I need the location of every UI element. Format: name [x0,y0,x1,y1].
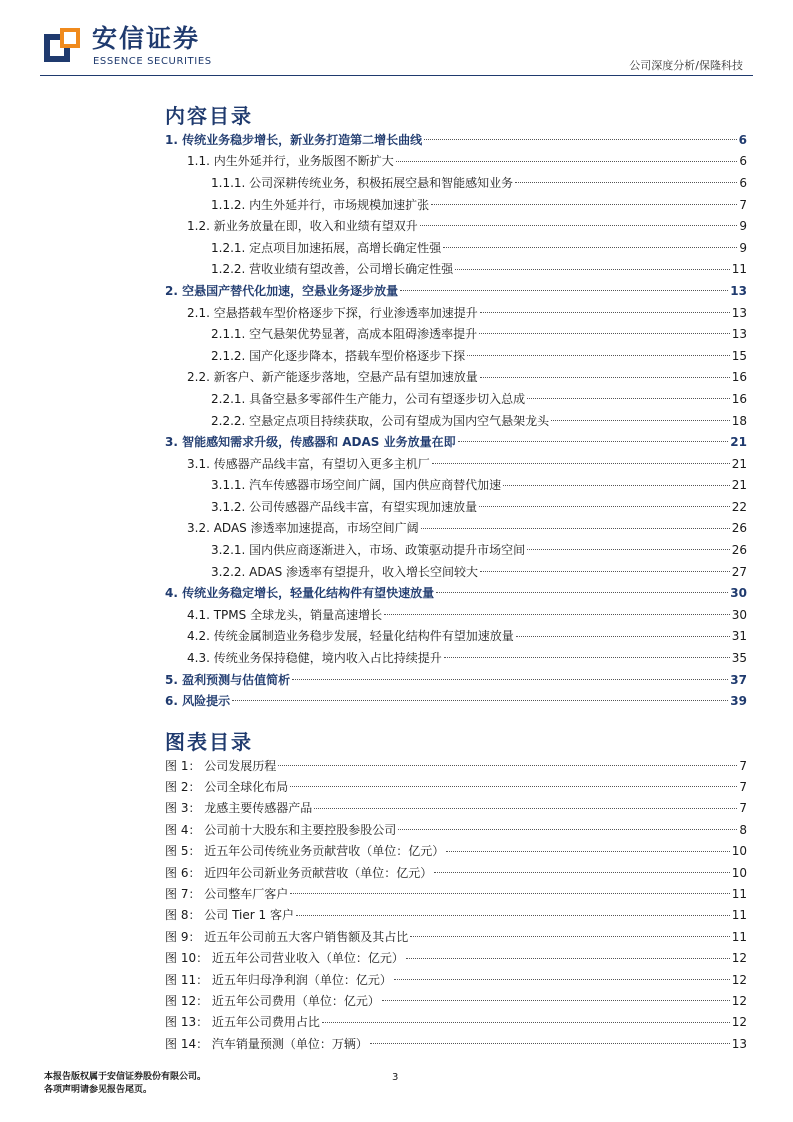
toc-entry-page: 31 [731,629,747,644]
toc-entry-page: 30 [730,586,747,601]
figure-entry-page: 12 [731,951,747,966]
toc-entry-level-3[interactable] [165,194,747,216]
toc-entry-title: 1.1. 内生外延并行，业务版图不断扩大 [187,154,394,169]
toc-entry-level-1[interactable] [165,582,747,604]
figure-entry[interactable] [165,776,747,797]
company-logo-icon [42,26,82,66]
figure-entry-title: 图 11： 近五年归母净利润（单位：亿元） [165,972,392,987]
toc-entry-level-1[interactable] [165,431,747,453]
dot-leader [458,431,729,442]
dot-leader [400,280,728,291]
toc-entry-page: 16 [731,370,747,385]
toc-entry-page: 21 [731,456,747,471]
dot-leader [503,475,730,486]
dot-leader [421,518,730,529]
figure-entry-title: 图 13： 近五年公司费用占比 [165,1015,320,1030]
toc-entry-level-1[interactable] [165,669,747,691]
toc-entry-title: 3.2. ADAS 渗透率加速提高，市场空间广阔 [187,521,419,536]
figure-entry-page: 7 [739,801,747,816]
dot-leader [314,798,737,809]
dot-leader [406,948,730,959]
toc-entry-page: 35 [731,651,747,666]
toc-title: 内容目录 [165,104,253,128]
toc-entry-page: 11 [731,262,747,277]
figure-entry[interactable] [165,1012,747,1033]
dot-leader [479,496,730,507]
toc-entry-title: 1. 传统业务稳步增长，新业务打造第二增长曲线 [165,132,423,147]
toc-entry-level-3[interactable] [165,345,747,367]
toc-entry-title: 4.3. 传统业务保持稳健，境内收入占比持续提升 [187,651,442,666]
toc-entry-page: 37 [730,672,747,687]
toc-entry-level-3[interactable] [165,561,747,583]
dot-leader [434,862,729,873]
toc-entry-title: 1.1.1. 公司深耕传统业务，积极拓展空悬和智能感知业务 [211,175,514,190]
figure-entry-title: 图 1： 公司发展历程 [165,758,277,773]
dot-leader [551,410,730,421]
toc-entry-level-1[interactable] [165,280,747,302]
figure-entry-page: 7 [739,758,747,773]
toc-entry-level-2[interactable] [165,518,747,540]
dot-leader [480,367,730,378]
dot-leader [443,237,737,248]
figure-entry-page: 11 [731,887,747,902]
toc-entry-page: 6 [738,132,747,147]
figure-entry[interactable] [165,969,747,990]
toc-entry-title: 3.1.1. 汽车传感器市场空间广阔，国内供应商替代加速 [211,478,502,493]
toc-entry-level-2[interactable] [165,604,747,626]
toc-entry-title: 3.2.1. 国内供应商逐渐进入，市场、政策驱动提升市场空间 [211,543,526,558]
dot-leader [420,215,738,226]
toc-entry-level-2[interactable] [165,626,747,648]
toc-entry-title: 6. 风险提示 [165,694,231,709]
toc-entry-page: 9 [739,219,747,234]
dot-leader [455,259,730,270]
figure-entry-title: 图 10： 近五年公司营业收入（单位：亿元） [165,951,404,966]
toc-entry-page: 21 [731,478,747,493]
toc-entry-title: 2.1.2. 国产化逐步降本，搭载车型价格逐步下探 [211,348,466,363]
toc-entry-title: 4.1. TPMS 全球龙头，销量高速增长 [187,607,383,622]
toc-entry-title: 3.1.2. 公司传感器产品线丰富，有望实现加速放量 [211,499,478,514]
dot-leader [384,604,730,615]
figure-entry-title: 图 7： 公司整车厂客户 [165,887,289,902]
figure-entry-title: 图 8： 公司 Tier 1 客户 [165,908,294,923]
dot-leader [290,776,737,787]
toc-entry-page: 7 [739,197,747,212]
toc-entry-level-3[interactable] [165,475,747,497]
toc-entry-title: 5. 盈利预测与估值简析 [165,672,291,687]
toc-entry-title: 2.1.1. 空气悬架优势显著，高成本阻碍渗透率提升 [211,327,478,342]
company-name-en: ESSENCE SECURITIES [93,56,212,67]
figure-entry[interactable] [165,755,747,776]
dot-leader [292,669,728,680]
figure-entry-page: 12 [731,993,747,1008]
dot-leader [431,194,737,205]
toc-entry-title: 4. 传统业务稳定增长，轻量化结构件有望快速放量 [165,586,435,601]
dot-leader [410,926,729,937]
toc-list [165,129,747,712]
dot-leader [479,323,730,334]
figure-entry[interactable] [165,798,747,819]
toc-entry-title: 1.2.1. 定点项目加速拓展，高增长确定性强 [211,240,442,255]
dot-leader [396,151,738,162]
toc-entry-level-2[interactable] [165,453,747,475]
toc-entry-title: 3. 智能感知需求升级，传感器和 ADAS 业务放量在即 [165,435,456,450]
toc-entry-title: 2.2.2. 空悬定点项目持续获取，公司有望成为国内空气悬架龙头 [211,413,550,428]
toc-entry-level-1[interactable] [165,129,747,151]
dot-leader [446,841,729,852]
toc-entry-title: 3.1. 传感器产品线丰富，有望切入更多主机厂 [187,456,430,471]
toc-entry-level-3[interactable] [165,496,747,518]
toc-entry-page: 13 [731,327,747,342]
toc-entry-level-2[interactable] [165,151,747,173]
toc-entry-level-3[interactable] [165,323,747,345]
figure-entry-title: 图 14： 汽车销量预测（单位：万辆） [165,1036,368,1051]
figure-entry-page: 12 [731,1015,747,1030]
toc-entry-title: 2.2. 新客户、新产能逐步落地，空悬产品有望加速放量 [187,370,478,385]
toc-entry-page: 30 [731,607,747,622]
toc-entry-page: 26 [731,543,747,558]
report-type: 公司深度分析/保隆科技 [629,59,743,72]
figure-entry[interactable] [165,883,747,904]
dot-leader [278,755,737,766]
figure-entry-page: 12 [731,972,747,987]
figure-entry-title: 图 5： 近五年公司传统业务贡献营收（单位：亿元） [165,844,445,859]
footer-line-1: 本报告版权属于安信证券股份有限公司。 [44,1072,207,1082]
figure-entry[interactable] [165,905,747,926]
toc-entry-level-2[interactable] [165,302,747,324]
toc-entry-page: 18 [731,413,747,428]
toc-entry-page: 15 [731,348,747,363]
figure-entry-title: 图 4： 公司前十大股东和主要控股参股公司 [165,822,397,837]
figure-entry-page: 10 [731,844,747,859]
figure-entry[interactable] [165,862,747,883]
figure-entry[interactable] [165,841,747,862]
toc-entry-page: 6 [739,175,747,190]
toc-entry-page: 9 [739,240,747,255]
dot-leader [527,539,730,550]
figure-entry[interactable] [165,926,747,947]
figures-title: 图表目录 [165,730,253,754]
figure-entry[interactable] [165,819,747,840]
dot-leader [370,1033,730,1044]
dot-leader [382,990,730,1001]
figure-entry-page: 11 [731,929,747,944]
figure-entry[interactable] [165,948,747,969]
figure-entry-title: 图 9： 近五年公司前五大客户销售额及其占比 [165,929,409,944]
toc-entry-page: 13 [730,283,747,298]
figure-entry-title: 图 12： 近五年公司费用（单位：亿元） [165,993,380,1008]
toc-entry-title: 2.1. 空悬搭载车型价格逐步下探，行业渗透率加速提升 [187,305,478,320]
figure-entry[interactable] [165,1033,747,1054]
dot-leader [394,969,730,980]
dot-leader [480,561,730,572]
figure-entry-title: 图 6： 近四年公司新业务贡献营收（单位：亿元） [165,865,433,880]
toc-entry-level-1[interactable] [165,690,747,712]
toc-entry-title: 2. 空悬国产替代化加速，空悬业务逐步放量 [165,283,399,298]
dot-leader [398,819,737,830]
dot-leader [290,883,729,894]
toc-entry-page: 13 [731,305,747,320]
dot-leader [232,690,728,701]
toc-entry-title: 4.2. 传统金属制造业务稳步发展，轻量化结构件有望加速放量 [187,629,514,644]
dot-leader [516,626,730,637]
figures-list [165,755,747,1054]
toc-entry-level-3[interactable] [165,539,747,561]
toc-entry-page: 26 [731,521,747,536]
dot-leader [296,905,730,916]
dot-leader [467,345,730,356]
toc-entry-level-3[interactable] [165,410,747,432]
toc-entry-page: 27 [731,564,747,579]
toc-entry-level-3[interactable] [165,259,747,281]
dot-leader [480,302,730,313]
toc-entry-title: 2.2.1. 具备空悬多零部件生产能力，公司有望逐步切入总成 [211,391,526,406]
toc-entry-level-3[interactable] [165,388,747,410]
figure-entry-page: 11 [731,908,747,923]
toc-entry-level-2[interactable] [165,367,747,389]
page-number: 3 [392,1072,399,1083]
figure-entry-page: 13 [731,1036,747,1051]
header-divider [40,75,753,76]
footer-disclaimer [44,1071,206,1097]
toc-entry-page: 39 [730,694,747,709]
toc-entry-page: 22 [731,499,747,514]
footer-line-2: 各项声明请参见报告尾页。 [44,1085,153,1095]
toc-entry-level-2[interactable] [165,215,747,237]
figure-entry-title: 图 3： 龙感主要传感器产品 [165,801,313,816]
figure-entry-page: 7 [739,780,747,795]
company-name-cn: 安信证券 [92,24,201,53]
toc-entry-level-3[interactable] [165,172,747,194]
toc-entry-level-3[interactable] [165,237,747,259]
dot-leader [515,172,737,183]
toc-entry-page: 6 [739,154,747,169]
figure-entry-page: 10 [731,865,747,880]
dot-leader [322,1012,730,1023]
toc-entry-title: 1.2. 新业务放量在即，收入和业绩有望双升 [187,219,418,234]
toc-entry-page: 16 [731,391,747,406]
figure-entry[interactable] [165,990,747,1011]
dot-leader [432,453,730,464]
toc-entry-level-2[interactable] [165,647,747,669]
figure-entry-title: 图 2： 公司全球化布局 [165,780,289,795]
toc-entry-title: 1.2.2. 营收业绩有望改善，公司增长确定性强 [211,262,454,277]
toc-entry-title: 3.2.2. ADAS 渗透率有望提升，收入增长空间较大 [211,564,479,579]
toc-entry-title: 1.1.2. 内生外延并行，市场规模加速扩张 [211,197,430,212]
dot-leader [436,582,728,593]
dot-leader [444,647,730,658]
toc-entry-page: 21 [730,435,747,450]
dot-leader [527,388,730,399]
dot-leader [424,129,737,140]
figure-entry-page: 8 [739,822,747,837]
